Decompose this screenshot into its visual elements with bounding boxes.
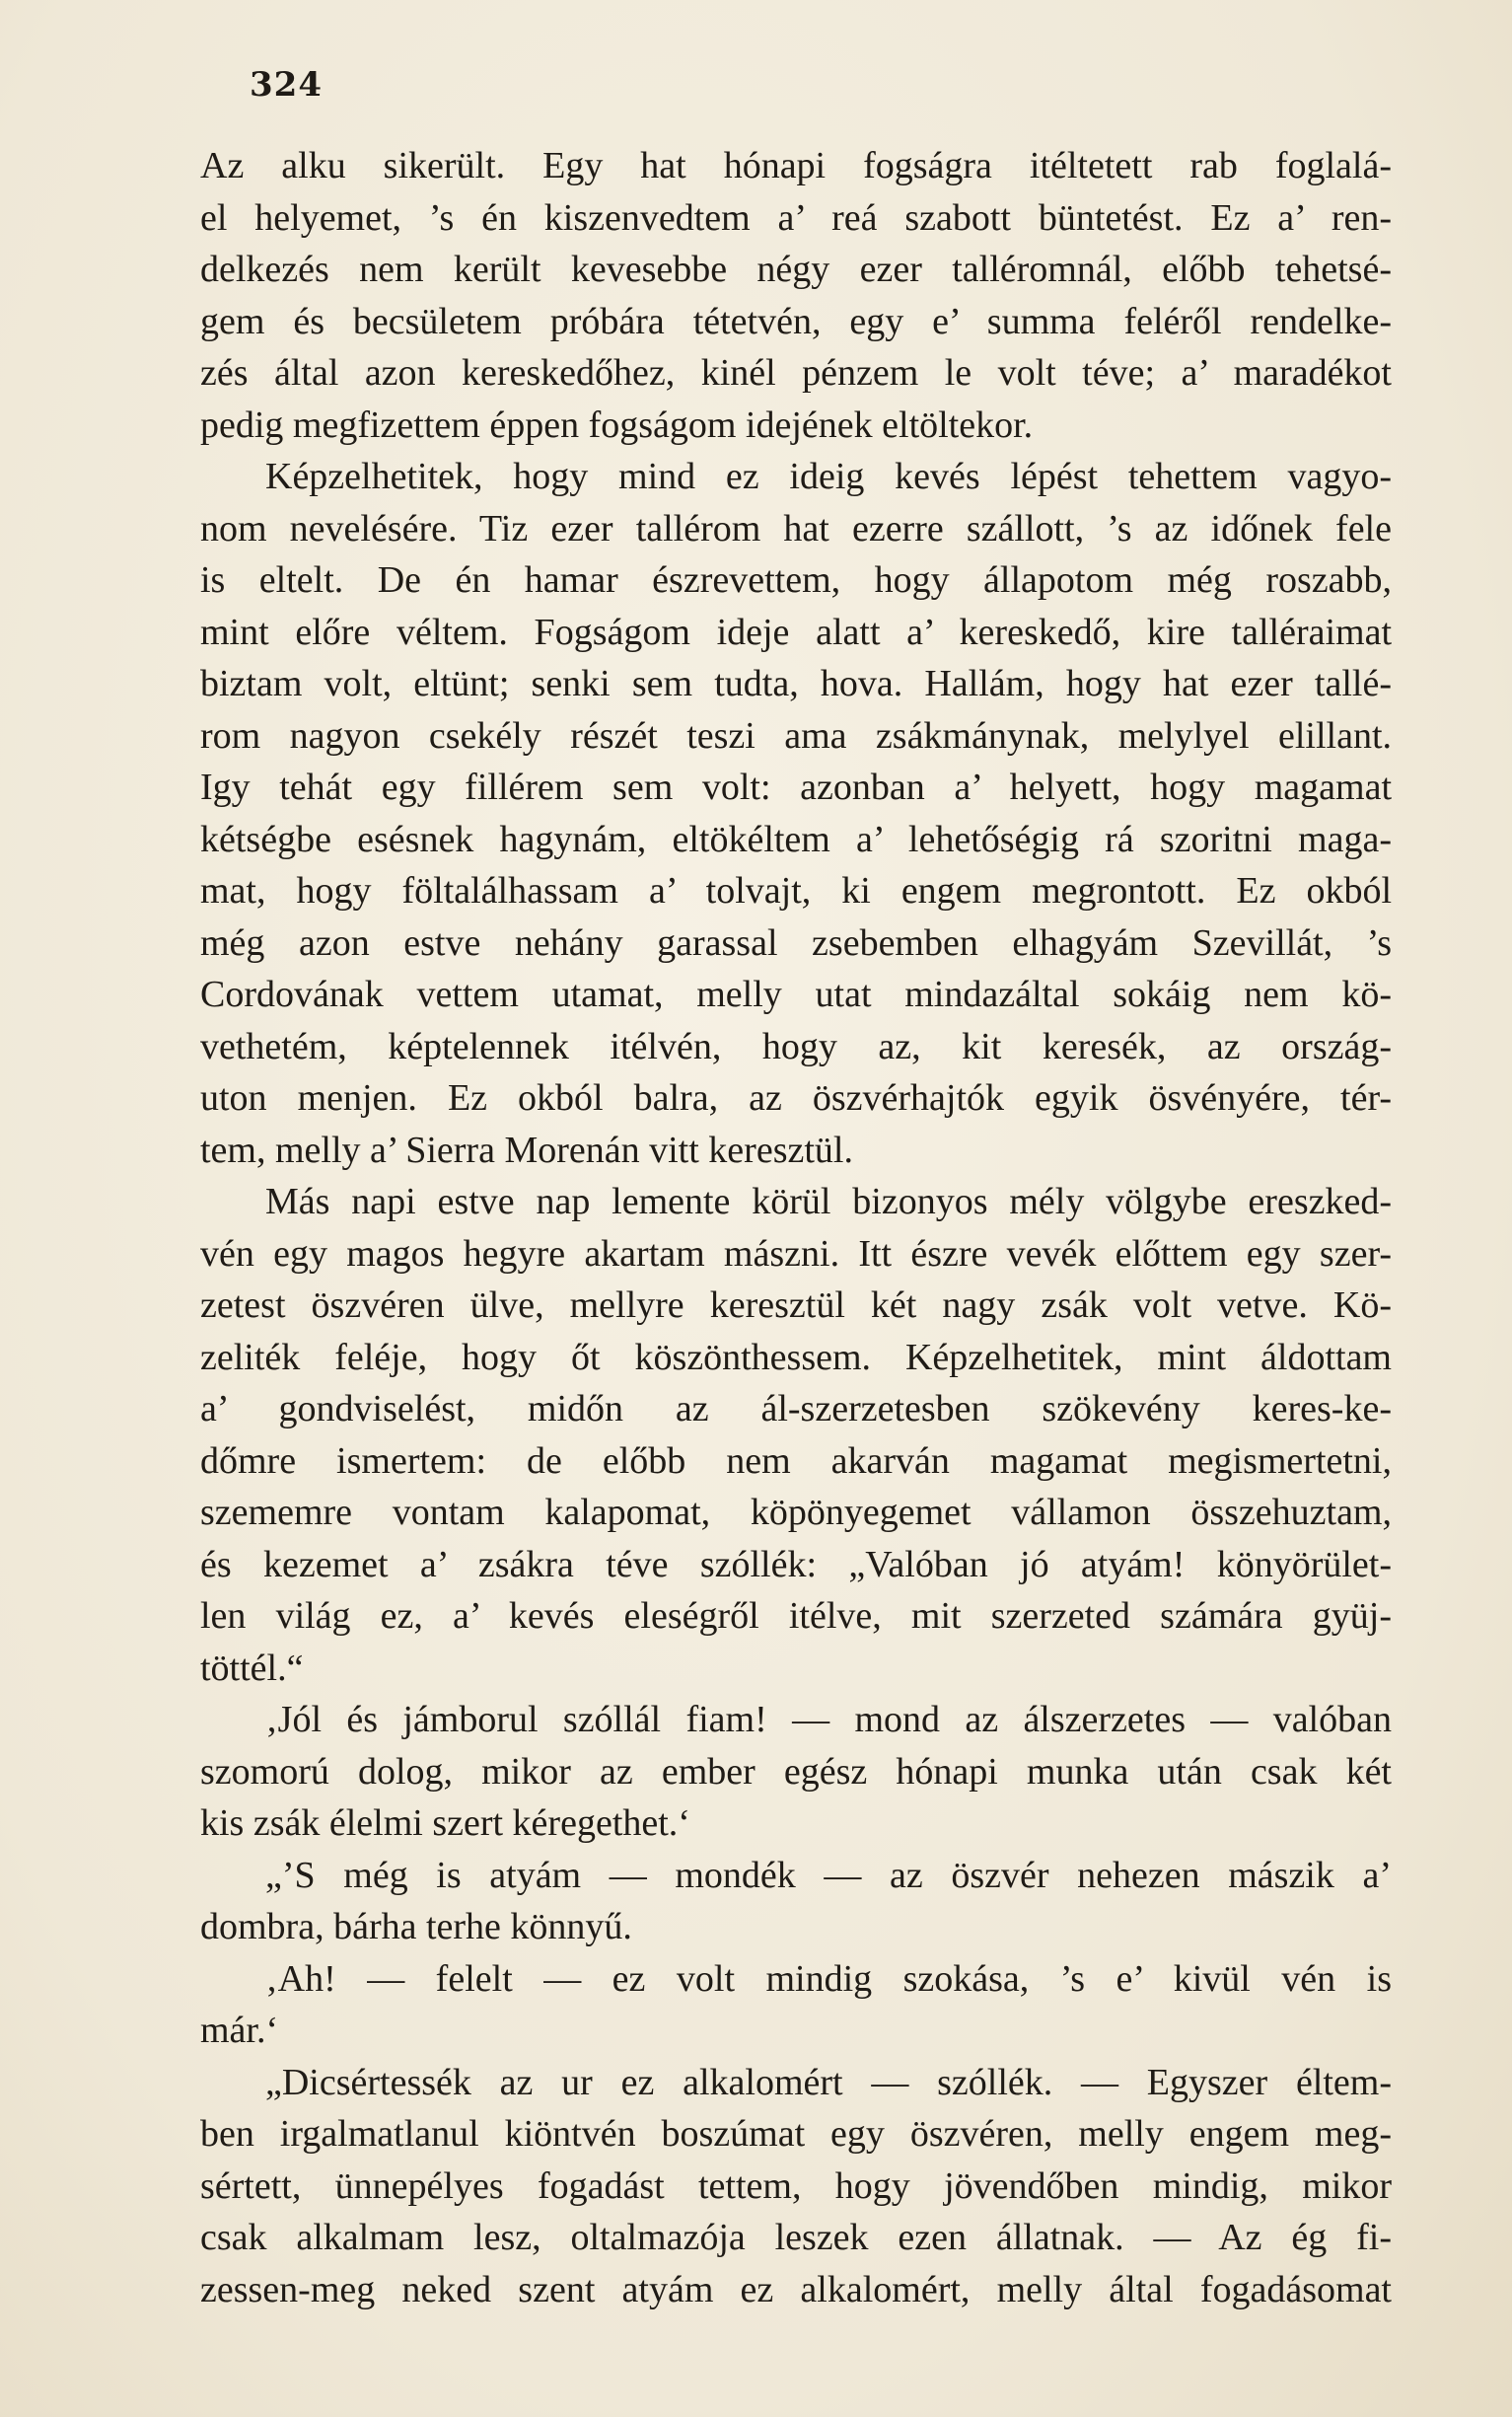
text-line: mat, hogy föltalálhassam a’ tolvajt, ki engem megrontott. Ez okból <box>200 870 1392 912</box>
text-line: töttél.“ <box>200 1647 304 1689</box>
text-line: nom nevelésére. Tiz ezer tallérom hat ezerre szállott, ’s az időnek fele <box>200 507 1392 549</box>
text-line: szememre vontam kalapomat, köpönyegemet vállamon összehuztam, <box>200 1492 1392 1533</box>
text-line: dőmre ismertem: de előbb nem akarván magamat megismertetni, <box>200 1439 1392 1482</box>
page-number: 324 <box>250 65 323 105</box>
text-line: zeliték feléje, hogy őt köszönthessem. Képzelhetitek, mint áldottam <box>200 1336 1392 1378</box>
text-line: el helyemet, ’s én kiszenvedtem a’ reá szabott büntetést. Ez a’ ren- <box>200 196 1392 239</box>
text-line: és kezemet a’ zsákra téve szóllék: „Valóban jó atyám! könyörület- <box>200 1543 1392 1585</box>
text-line: csak alkalmam lesz, oltalmazója leszek ezen állatnak. — Az ég fi- <box>200 2217 1392 2258</box>
text-line: még azon estve nehány garassal zsebemben elhagyám Szevillát, ’s <box>200 921 1392 964</box>
body-text <box>200 140 1392 2315</box>
text-line: kis zsák élelmi szert kéregethet.‘ <box>200 1802 690 1844</box>
text-line: „Dicsértessék az ur ez alkalomért — szóllék. — Egyszer éltem- <box>265 2061 1392 2103</box>
text-line: zés által azon kereskedőhez, kinél pénzem le volt téve; a’ maradékot <box>200 352 1392 394</box>
text-line: sértett, ünnepélyes fogadást tettem, hogy jövendőben mindig, mikor <box>200 2164 1392 2207</box>
text-line: ‚Ah! — felelt — ez volt mindig szokása, ’s e’ kivül vén is <box>265 1957 1392 2000</box>
text-line: zetest öszvéren ülve, mellyre keresztül két nagy zsák volt vetve. Kö- <box>200 1284 1392 1326</box>
text-line: is eltelt. De én hamar észrevettem, hogy állapotom még roszabb, <box>200 559 1392 601</box>
text-line: ‚Jól és jámborul szóllál fiam! — mond az álszerzetes — valóban <box>265 1699 1392 1740</box>
text-line: „’S még is atyám — mondék — az öszvér nehezen mászik a’ <box>265 1854 1392 1896</box>
text-line: Az alku sikerült. Egy hat hónapi fogságra itéltetett rab foglalá- <box>200 145 1392 186</box>
text-line: uton menjen. Ez okból balra, az öszvérhajtók egyik ösvényére, tér- <box>200 1077 1392 1119</box>
text-line: gem és becsületem próbára tétetvén, egy e’ summa feléről rendelke- <box>200 300 1392 342</box>
text-line: már.‘ <box>200 2010 279 2051</box>
text-line: biztam volt, eltünt; senki sem tudta, hova. Hallám, hogy hat ezer tallé- <box>200 663 1392 704</box>
text-line: len világ ez, a’ kevés eleségről itélve, mit szerzeted számára gyüj- <box>200 1595 1392 1637</box>
text-line: szomorú dolog, mikor az ember egész hónapi munka után csak két <box>200 1750 1392 1793</box>
text-line: Képzelhetitek, hogy mind ez ideig kevés lépést tehettem vagyo- <box>265 456 1392 497</box>
text-line: kétségbe esésnek hagynám, eltökéltem a’ lehetőségig rá szoritni maga- <box>200 818 1392 860</box>
text-line: zessen-meg neked szent atyám ez alkalomért, melly által fogadásomat <box>200 2268 1392 2310</box>
text-line: Cordovának vettem utamat, melly utat mindazáltal sokáig nem kö- <box>200 974 1392 1015</box>
text-line: delkezés nem került kevesebbe négy ezer talléromnál, előbb tehetsé- <box>200 249 1392 290</box>
text-line: tem, melly a’ Sierra Morenán vitt keresztül. <box>200 1129 853 1171</box>
text-line: Más napi estve nap lemente körül bizonyos mély völgybe ereszked- <box>265 1181 1392 1222</box>
text-line: Igy tehát egy fillérem sem volt: azonban a’ helyett, hogy magamat <box>200 767 1392 808</box>
text-line: ben irgalmatlanul kiöntvén boszúmat egy öszvéren, melly engem meg- <box>200 2113 1392 2155</box>
text-line: dombra, bárha terhe könnyű. <box>200 1906 632 1947</box>
text-line: vethetém, képtelennek itélvén, hogy az, kit keresék, az ország- <box>200 1025 1392 1067</box>
text-line: a’ gondviselést, midőn az ál-szerzetesben szökevény keres-ke- <box>200 1388 1392 1429</box>
text-line: mint előre véltem. Fogságom ideje alatt a’ kereskedő, kire talléraimat <box>200 611 1392 653</box>
text-line: rom nagyon csekély részét teszi ama zsákmánynak, melylyel elillant. <box>200 714 1392 757</box>
text-line: vén egy magos hegyre akartam mászni. Itt észre vevék előttem egy szer- <box>200 1232 1392 1275</box>
text-line: pedig megfizettem éppen fogságom idejének eltöltekor. <box>200 403 1034 446</box>
